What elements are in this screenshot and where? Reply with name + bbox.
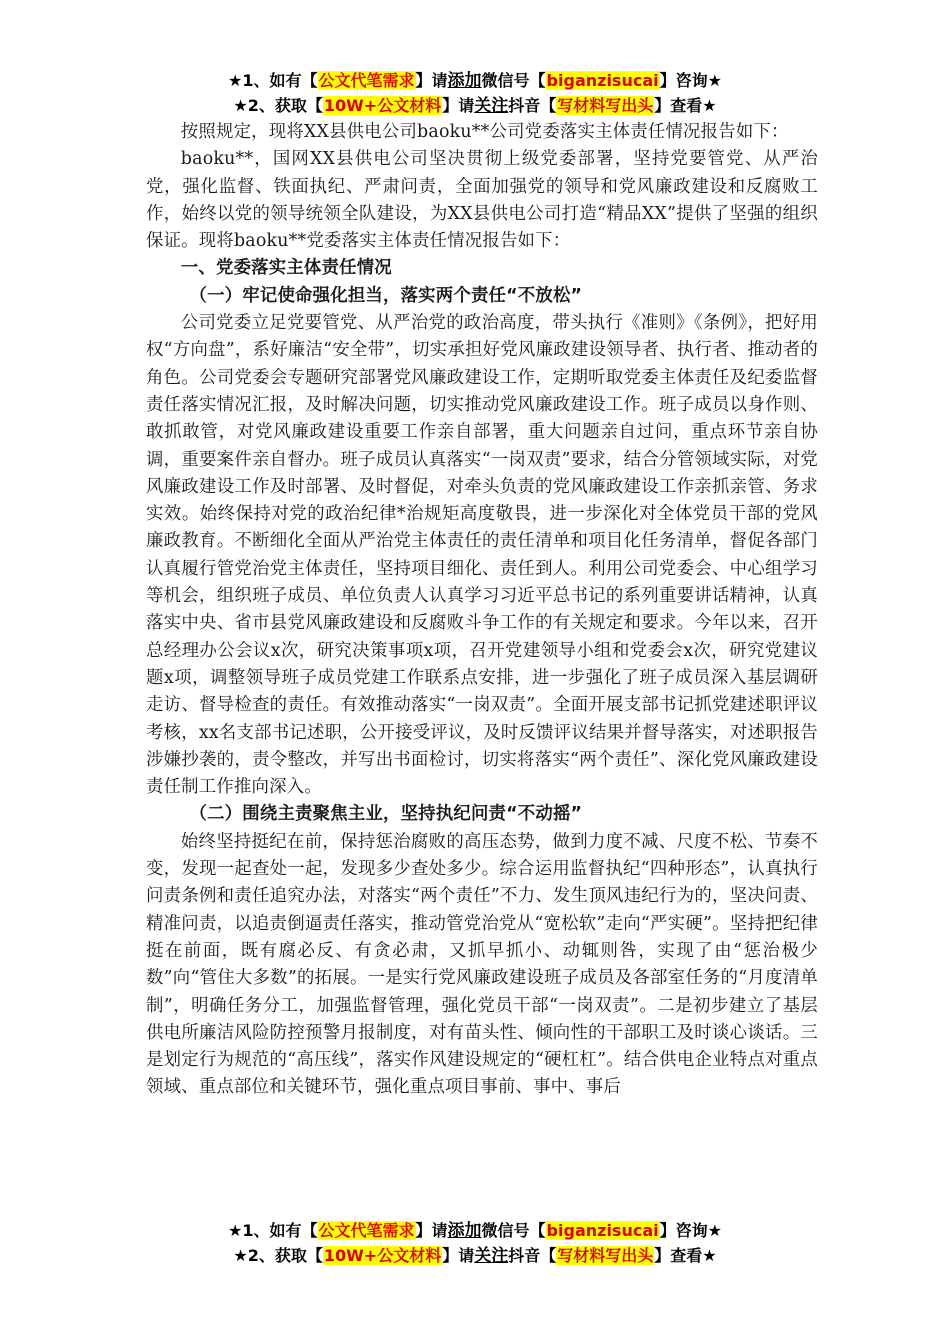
promo-text: 】请 — [442, 96, 475, 115]
promo-line-1 — [0, 1218, 950, 1243]
promo-highlight: 10W+公文材料 — [323, 1246, 442, 1265]
section-heading-1: 一、党委落实主体责任情况 — [180, 258, 392, 279]
promo-text: 抖音【 — [508, 1246, 557, 1265]
promo-highlight: 公文代笔需求 — [318, 1221, 415, 1240]
promo-text: 】请 — [415, 1221, 448, 1240]
promo-text: 微信号【 — [481, 1221, 546, 1240]
promo-line-2 — [0, 93, 950, 118]
promo-underlined: 添加 — [447, 71, 482, 91]
promo-text: 】请 — [442, 1246, 475, 1265]
promo-text: ★2、获取【 — [233, 96, 323, 115]
promo-line-2 — [0, 1243, 950, 1268]
promo-banner-bottom — [0, 1218, 950, 1268]
promo-highlight-wechat: biganzisucai — [546, 71, 659, 90]
subsection-heading-2: （二）围绕主责聚焦主业，坚持执纪问责“不动摇” — [189, 804, 583, 825]
promo-text: 微信号【 — [481, 71, 546, 90]
intro-paragraph: 按照规定，现将XX县供电公司baoku**公司党委落实主体责任情况报告如下： — [180, 122, 789, 142]
promo-underlined: 关注 — [474, 1246, 509, 1266]
promo-text: ★1、如有【 — [228, 71, 318, 90]
promo-highlight: 10W+公文材料 — [323, 96, 442, 115]
promo-text: 】查看★ — [654, 96, 717, 115]
promo-text: ★1、如有【 — [228, 1221, 318, 1240]
body-paragraph-1: 公司党委立足党要管党、从严治党的政治高度，带头执行《准则》《条例》，把好用权“方向盘”，系好廉洁“安全带”，切实承担好党风廉政建设领导者、执行者、推动者的角色。公司党委会专题研究部署党风廉政建设工作，定期听取党委主体责任及纪委监督责任落实情况汇报，及时解决问题，切实推动党风廉政建设工作。班子成员以身作则、敢抓敢管，对党风廉政建设重要工作亲自部署，重大问题亲自过问，重点环节亲自协调，重要案件亲自督办。班子成员认真落实“一岗双责”要求，结合分管领域实际，对党风廉政建设工作及时部署、及时督促，对牵头负责的党风廉政建设工作亲抓亲管、务求实效。始终保持对党的政治纪律*治规矩高度敬畏，进一步深化对全体党员干部的党风廉政教育。不断细化全面从严治党主体责任的责任清单和项目化任务清单，督促各部门认真履行管党治党主体责任，坚持项目细化、责任到人。利用公司党委会、中心组学习等机会，组织班子成员、单位负责人认真学习习近平总书记的系列重要讲话精神，认真落实中央、省市县党风廉政建设和反腐败斗争工作的有关规定和要求。今年以来，召开总经理办公会议x次，研究决策事项x项，召开党建领导小组和党委会x次，研究党建议题x项，调整领导班子成员党建工作联系点安排，进一步强化了班子成员深入基层调研走访、督导检查的责任。有效推动落实“一岗双责”。全面开展支部书记抓党建述职评议考核，xx名支部书记述职，公开接受评议，及时反馈评议结果并督导落实，对述职报告涉嫌抄袭的，责令整改，并写出书面检讨，切实将落实“两个责任”、深化党风廉政建设责任制工作推向深入。 — [146, 313, 818, 798]
promo-underlined: 关注 — [474, 96, 509, 116]
subsection-heading-1: （一）牢记使命强化担当，落实两个责任“不放松” — [189, 285, 583, 306]
promo-text: 】查看★ — [654, 1246, 717, 1265]
promo-line-1 — [0, 68, 950, 93]
summary-paragraph: baoku**，国网XX县供电公司坚决贯彻上级党委部署，坚持党要管党、从严治党，强化监督、铁面执纪、严肃问责，全面加强党的领导和党风廉政建设和反腐败工作，始终以党的领导统领全队建设，为XX县供电公司打造“精品XX”提供了坚强的组织保证。现将baoku**党委落实主体责任情况报告如下： — [146, 149, 818, 252]
promo-highlight-wechat: biganzisucai — [546, 1221, 659, 1240]
body-paragraph-2: 始终坚持挺纪在前，保持惩治腐败的高压态势，做到力度不减、尺度不松、节奏不变，发现一起查处一起，发现多少查处多少。综合运用监督执纪“四种形态”，认真执行问责条例和责任追究办法，对落实“两个责任”不力、发生顶风违纪行为的，坚决问责、精准问责，以追责倒逼责任落实，推动管党治党从“宽松软”走向“严实硬”。坚持把纪律挺在前面，既有腐必反、有贪必肃，又抓早抓小、动辄则咎，实现了由“惩治极少数”向“管住大多数”的拓展。一是实行党风廉政建设班子成员及各部室任务的“月度清单制”，明确任务分工，加强监督管理，强化党员干部“一岗双责”。二是初步建立了基层供电所廉洁风险防控预警月报制度，对有苗头性、倾向性的干部职工及时谈心谈话。三是划定行为规范的“高压线”，落实作风建设规定的“硬杠杠”。结合供电企业特点对重点领域、重点部位和关键环节，强化重点项目事前、事中、事后 — [146, 831, 818, 1098]
document-body — [146, 119, 818, 1102]
promo-text: 】咨询★ — [659, 71, 722, 90]
promo-highlight: 公文代笔需求 — [318, 71, 415, 90]
promo-highlight-douyin: 写材料写出头 — [557, 1246, 654, 1265]
promo-banner-top — [0, 68, 950, 118]
promo-text: 抖音【 — [508, 96, 557, 115]
promo-underlined: 添加 — [447, 1221, 482, 1241]
promo-text: ★2、获取【 — [233, 1246, 323, 1265]
promo-highlight-douyin: 写材料写出头 — [557, 96, 654, 115]
promo-text: 】咨询★ — [659, 1221, 722, 1240]
promo-text: 】请 — [415, 71, 448, 90]
